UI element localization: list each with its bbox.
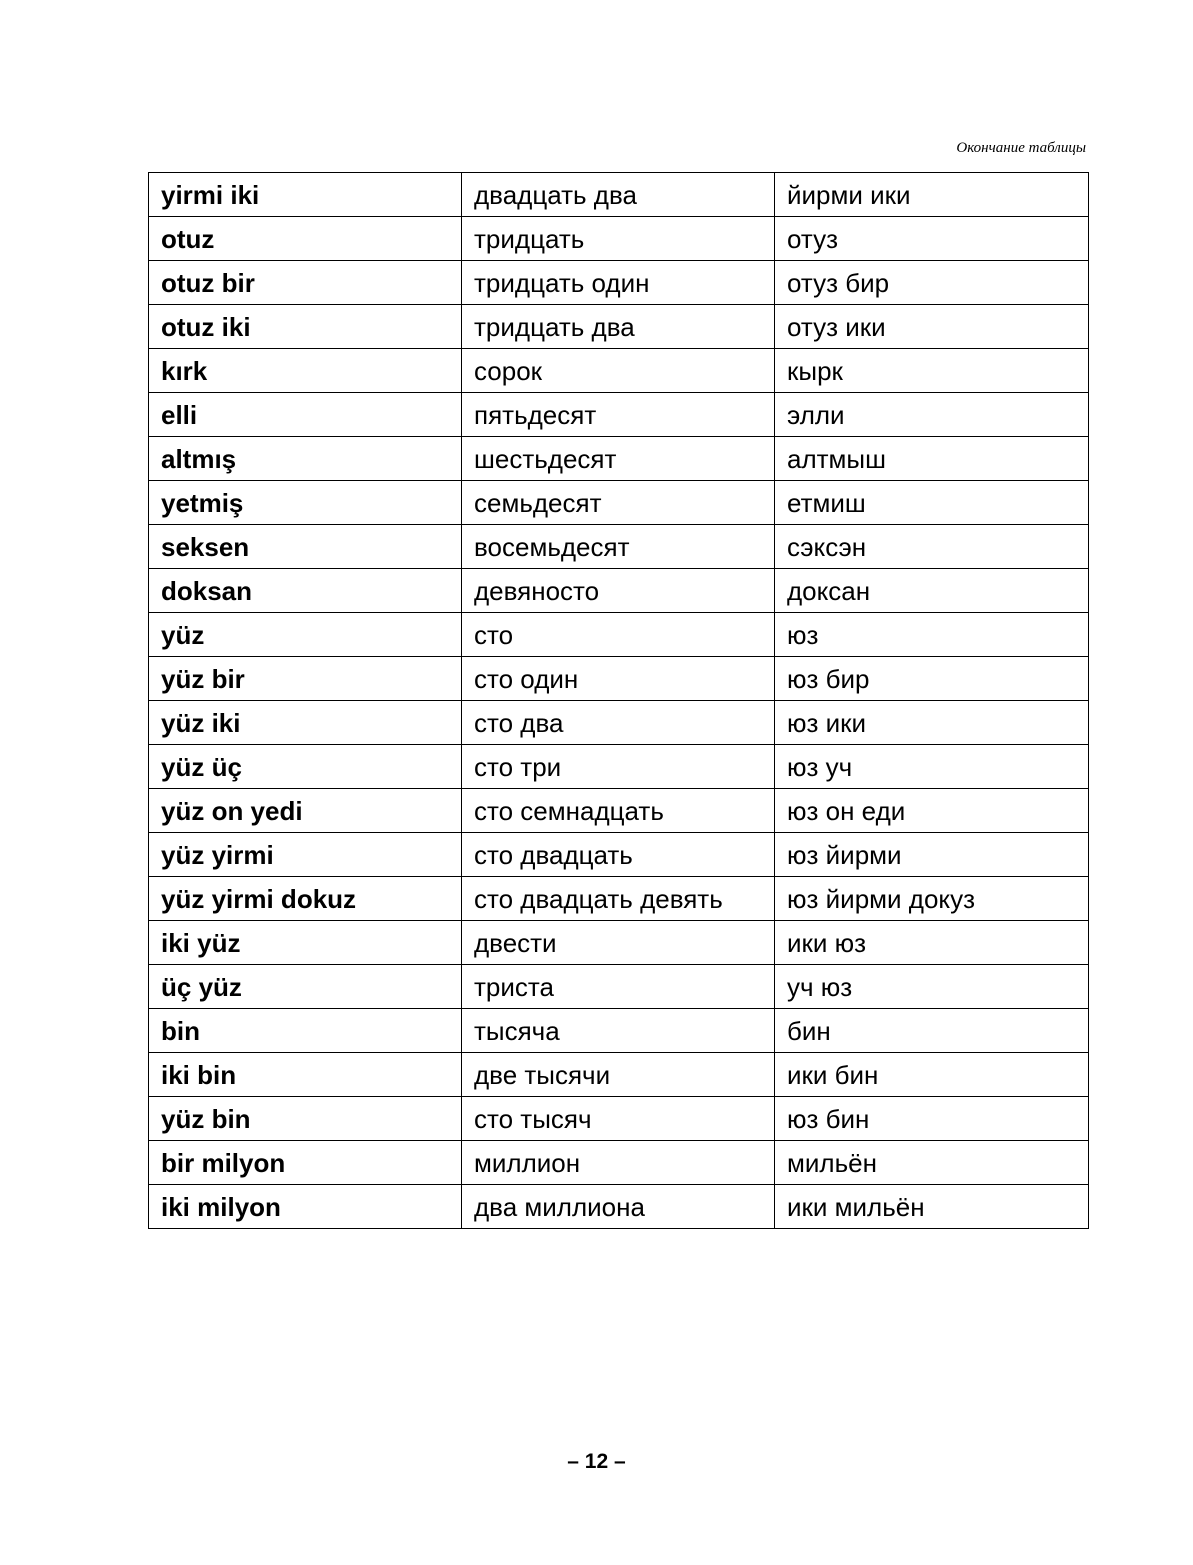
turkish-word-cell: elli — [149, 393, 462, 437]
turkish-word-cell: bir milyon — [149, 1141, 462, 1185]
turkish-word-cell: yüz iki — [149, 701, 462, 745]
turkish-word-cell: iki milyon — [149, 1185, 462, 1229]
turkish-word-cell: üç yüz — [149, 965, 462, 1009]
turkish-word-cell: otuz bir — [149, 261, 462, 305]
russian-translation-cell: сорок — [462, 349, 775, 393]
russian-translation-cell: миллион — [462, 1141, 775, 1185]
table-body — [149, 173, 1089, 1229]
table-row — [149, 217, 1089, 261]
turkish-word-cell: otuz iki — [149, 305, 462, 349]
russian-translation-cell: семьдесят — [462, 481, 775, 525]
table-continuation-caption: Окончание таблицы — [956, 140, 1086, 156]
turkish-word-cell: yüz bin — [149, 1097, 462, 1141]
pronunciation-cell: отуз — [775, 217, 1089, 261]
russian-translation-cell: пятьдесят — [462, 393, 775, 437]
table-row — [149, 525, 1089, 569]
table-row — [149, 833, 1089, 877]
pronunciation-cell: йирми ики — [775, 173, 1089, 217]
russian-translation-cell: шестьдесят — [462, 437, 775, 481]
russian-translation-cell: тридцать — [462, 217, 775, 261]
table-row — [149, 1141, 1089, 1185]
russian-translation-cell: сто — [462, 613, 775, 657]
pronunciation-cell: ики юз — [775, 921, 1089, 965]
table-row — [149, 1097, 1089, 1141]
pronunciation-cell: кырк — [775, 349, 1089, 393]
pronunciation-cell: сэксэн — [775, 525, 1089, 569]
turkish-word-cell: altmış — [149, 437, 462, 481]
russian-translation-cell: двести — [462, 921, 775, 965]
table-row — [149, 701, 1089, 745]
table-row — [149, 261, 1089, 305]
pronunciation-cell: юз йирми — [775, 833, 1089, 877]
table-row — [149, 877, 1089, 921]
russian-translation-cell: восемьдесят — [462, 525, 775, 569]
pronunciation-cell: етмиш — [775, 481, 1089, 525]
russian-translation-cell: сто тысяч — [462, 1097, 775, 1141]
table-row — [149, 305, 1089, 349]
table-row — [149, 1009, 1089, 1053]
turkish-word-cell: iki yüz — [149, 921, 462, 965]
pronunciation-cell: алтмыш — [775, 437, 1089, 481]
russian-translation-cell: двадцать два — [462, 173, 775, 217]
russian-translation-cell: два миллиона — [462, 1185, 775, 1229]
pronunciation-cell: юз — [775, 613, 1089, 657]
turkish-word-cell: yetmiş — [149, 481, 462, 525]
pronunciation-cell: уч юз — [775, 965, 1089, 1009]
table-row — [149, 173, 1089, 217]
table-row — [149, 745, 1089, 789]
russian-translation-cell: сто два — [462, 701, 775, 745]
pronunciation-cell: доксан — [775, 569, 1089, 613]
pronunciation-cell: юз бир — [775, 657, 1089, 701]
turkish-word-cell: kırk — [149, 349, 462, 393]
russian-translation-cell: тридцать два — [462, 305, 775, 349]
pronunciation-cell: юз йирми докуз — [775, 877, 1089, 921]
pronunciation-cell: элли — [775, 393, 1089, 437]
pronunciation-cell: ики бин — [775, 1053, 1089, 1097]
russian-translation-cell: сто три — [462, 745, 775, 789]
table-row — [149, 789, 1089, 833]
turkish-word-cell: doksan — [149, 569, 462, 613]
table-row — [149, 349, 1089, 393]
turkish-word-cell: seksen — [149, 525, 462, 569]
table-row — [149, 1185, 1089, 1229]
table-row — [149, 569, 1089, 613]
turkish-word-cell: otuz — [149, 217, 462, 261]
russian-translation-cell: сто двадцать — [462, 833, 775, 877]
table-row — [149, 481, 1089, 525]
numbers-vocabulary-table — [148, 172, 1089, 1229]
turkish-word-cell: yüz üç — [149, 745, 462, 789]
table-row — [149, 921, 1089, 965]
russian-translation-cell: триста — [462, 965, 775, 1009]
table-row — [149, 393, 1089, 437]
pronunciation-cell: отуз бир — [775, 261, 1089, 305]
russian-translation-cell: сто один — [462, 657, 775, 701]
pronunciation-cell: юз он еди — [775, 789, 1089, 833]
pronunciation-cell: ики мильён — [775, 1185, 1089, 1229]
table-row — [149, 437, 1089, 481]
turkish-word-cell: bin — [149, 1009, 462, 1053]
page-number: – 12 – — [567, 1450, 626, 1473]
table-row — [149, 965, 1089, 1009]
russian-translation-cell: сто двадцать девять — [462, 877, 775, 921]
table-row — [149, 1053, 1089, 1097]
pronunciation-cell: юз уч — [775, 745, 1089, 789]
pronunciation-cell: юз бин — [775, 1097, 1089, 1141]
russian-translation-cell: тысяча — [462, 1009, 775, 1053]
pronunciation-cell: бин — [775, 1009, 1089, 1053]
russian-translation-cell: тридцать один — [462, 261, 775, 305]
pronunciation-cell: мильён — [775, 1141, 1089, 1185]
turkish-word-cell: yüz — [149, 613, 462, 657]
turkish-word-cell: yüz yirmi — [149, 833, 462, 877]
russian-translation-cell: сто семнадцать — [462, 789, 775, 833]
turkish-word-cell: yüz on yedi — [149, 789, 462, 833]
turkish-word-cell: yüz bir — [149, 657, 462, 701]
turkish-word-cell: iki bin — [149, 1053, 462, 1097]
russian-translation-cell: девяносто — [462, 569, 775, 613]
turkish-word-cell: yüz yirmi dokuz — [149, 877, 462, 921]
turkish-word-cell: yirmi iki — [149, 173, 462, 217]
pronunciation-cell: отуз ики — [775, 305, 1089, 349]
pronunciation-cell: юз ики — [775, 701, 1089, 745]
table-row — [149, 613, 1089, 657]
table-row — [149, 657, 1089, 701]
russian-translation-cell: две тысячи — [462, 1053, 775, 1097]
